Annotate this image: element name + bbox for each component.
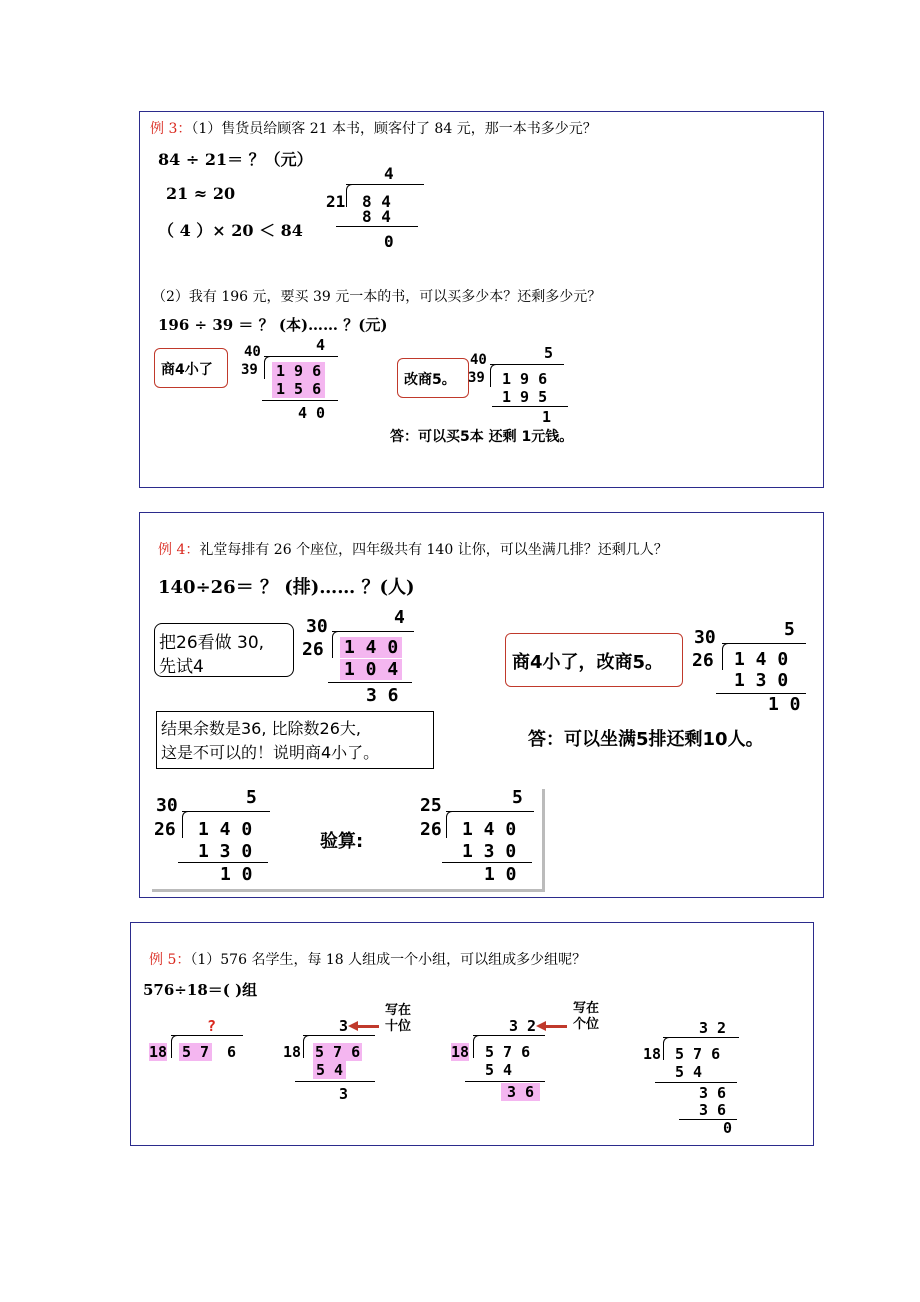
equation: 140÷26＝ ？ (排)…… ？(人): [158, 577, 415, 598]
division-bar: [332, 631, 414, 632]
round-divisor: 30: [694, 627, 716, 648]
division-bar: [182, 811, 270, 812]
division-bracket: [490, 364, 497, 387]
divisor: 26: [154, 819, 176, 840]
divisor: 18: [451, 1043, 470, 1061]
product: 1 9 5: [502, 388, 548, 406]
dividend: 5 7 6: [315, 1043, 361, 1061]
remainder: 1 0: [484, 864, 517, 885]
dividend: 1 9 6: [272, 362, 325, 380]
dividend: 1 4 0: [198, 819, 253, 840]
subtraction-line: [295, 1081, 375, 1082]
example-4-label: 例 4：: [158, 542, 200, 558]
subtraction-line: [655, 1082, 737, 1083]
division-bracket: [303, 1035, 310, 1058]
divisor: 18: [283, 1043, 302, 1061]
product-1: 5 4: [675, 1063, 703, 1081]
dividend: 5 7 6: [675, 1045, 721, 1063]
remainder: 1 0: [768, 694, 801, 715]
example-4-panel: [139, 512, 824, 898]
check-label: 验算:: [320, 831, 364, 852]
division-bar: [446, 811, 534, 812]
quotient: 5: [544, 344, 554, 362]
divisor: 26: [302, 639, 324, 660]
division-bracket: [446, 811, 455, 838]
remainder: 3 6: [366, 685, 399, 706]
subtraction-line: [336, 226, 418, 227]
product: 1 0 4: [340, 659, 402, 680]
answer: 答：可以买5本 还剩 1元钱。: [390, 429, 574, 445]
answer: 答：可以坐满5排还剩10人。: [528, 729, 764, 750]
example-3-label: 例 3：: [150, 121, 192, 137]
divisor: 21: [326, 192, 346, 211]
note-remainder-too-big: 结果余数是36, 比除数26大, 这是不可以的！说明商4小了。: [156, 711, 434, 769]
round-divisor: 30: [306, 616, 328, 637]
round-divisor: 30: [156, 795, 178, 816]
dividend-rest: 6: [227, 1043, 237, 1061]
dividend: 1 4 0: [340, 637, 402, 658]
dividend: 8 4: [362, 192, 391, 211]
round-divisor: 40: [244, 344, 261, 360]
division-bar: [722, 643, 806, 644]
product: 1 3 0: [198, 841, 253, 862]
division-bar: [303, 1035, 375, 1036]
division-bar: [346, 184, 424, 185]
dividend: 1 4 0: [734, 649, 789, 670]
round-divisor: 40: [470, 352, 487, 368]
subtraction-line: [262, 400, 338, 401]
division-bar: [264, 356, 338, 357]
product: 1 5 6: [272, 380, 325, 398]
divisor: 18: [643, 1045, 662, 1063]
remainder: 4 0: [298, 404, 326, 422]
divisor: 39: [241, 362, 258, 378]
dividend: 1 9 6: [502, 370, 548, 388]
product: 5 4: [313, 1061, 346, 1079]
division-bracket: [264, 356, 271, 379]
remainder-1: 3 6: [699, 1084, 727, 1102]
remainder-2: 0: [723, 1119, 733, 1137]
product: 1 3 0: [734, 670, 789, 691]
example-5-question: 例 5：（1）576 名学生，每 18 人组成一个小组，可以组成多少组呢？: [149, 952, 587, 968]
dividend: 5 7 6: [485, 1043, 531, 1061]
note-quotient-too-small: 商4小了: [154, 348, 228, 388]
division-bar: [663, 1037, 739, 1038]
equation-2: 196 ÷ 39 ＝ ？ (本)…… ？(元): [158, 316, 388, 334]
example-3-panel: [139, 111, 824, 488]
example-3-question-2: （2）我有 196 元，要买 39 元一本的书，可以买多少本？还剩多少元？: [152, 289, 602, 305]
quotient: 5: [246, 787, 257, 808]
trial-inequality: （ 4 ）× 20 ＜ 84: [158, 221, 303, 240]
dividend: 1 4 0: [462, 819, 517, 840]
divisor: 39: [468, 370, 485, 386]
quotient: 3 2: [509, 1017, 537, 1035]
equation-1: 84 ÷ 21＝ ？（元）: [158, 150, 313, 169]
dividend-highlight: 5 7: [179, 1043, 212, 1061]
product: 5 4: [485, 1061, 513, 1079]
quotient: 3: [339, 1017, 349, 1035]
division-bracket: [346, 184, 353, 207]
division-bracket: [182, 811, 191, 838]
example-5-panel: [130, 922, 814, 1146]
example-3-question-1: 例 3：（1）售货员给顾客 21 本书，顾客付了 84 元，那一本书多少元？: [150, 121, 597, 137]
product-2: 3 6: [699, 1101, 727, 1119]
example-4-question: 例 4：礼堂每排有 26 个座位，四年级共有 140 让你，可以坐满几排？还剩几人？: [158, 542, 668, 558]
quotient: 3 2: [699, 1019, 727, 1037]
arrow-left-icon: [357, 1025, 379, 1028]
product: 1 3 0: [462, 841, 517, 862]
division-bar: [490, 364, 564, 365]
equation: 576÷18＝( )组: [143, 981, 258, 999]
division-bar: [171, 1035, 243, 1036]
remainder: 0: [384, 232, 394, 251]
example-5-label: 例 5：: [149, 952, 191, 968]
division-bracket: [663, 1037, 670, 1060]
note-change-quotient: 商4小了，改商5。: [505, 633, 683, 687]
quotient-placeholder: ?: [207, 1017, 217, 1035]
quotient: 4: [316, 336, 326, 354]
division-bracket: [722, 643, 731, 670]
note-change-quotient: 改商5。: [397, 358, 469, 398]
quotient: 5: [512, 787, 523, 808]
quotient: 4: [394, 607, 405, 628]
division-bracket: [171, 1035, 178, 1058]
note-estimate: 把26看做 30, 先试4: [154, 623, 294, 677]
divisor: 18: [149, 1043, 168, 1061]
note-tens-place: 写在 十位: [385, 1003, 412, 1034]
quotient: 4: [384, 164, 394, 183]
subtraction-line: [492, 406, 568, 407]
divisor: 26: [692, 650, 714, 671]
remainder: 1 0: [220, 864, 253, 885]
arrow-left-icon: [545, 1025, 567, 1028]
round-divisor: 25: [420, 795, 442, 816]
remainder: 3 6: [501, 1083, 540, 1101]
note-ones-place: 写在 个位: [573, 1001, 600, 1032]
product: 8 4: [362, 207, 391, 226]
division-bar: [473, 1035, 545, 1036]
subtraction-line: [328, 682, 412, 683]
approximation: 21 ≈ 20: [166, 184, 236, 203]
remainder: 1: [542, 408, 552, 426]
subtraction-line: [442, 862, 532, 863]
divisor: 26: [420, 819, 442, 840]
remainder: 3: [339, 1085, 349, 1103]
subtraction-line: [178, 862, 268, 863]
quotient: 5: [784, 619, 795, 640]
division-bracket: [473, 1035, 480, 1058]
subtraction-line: [465, 1081, 545, 1082]
